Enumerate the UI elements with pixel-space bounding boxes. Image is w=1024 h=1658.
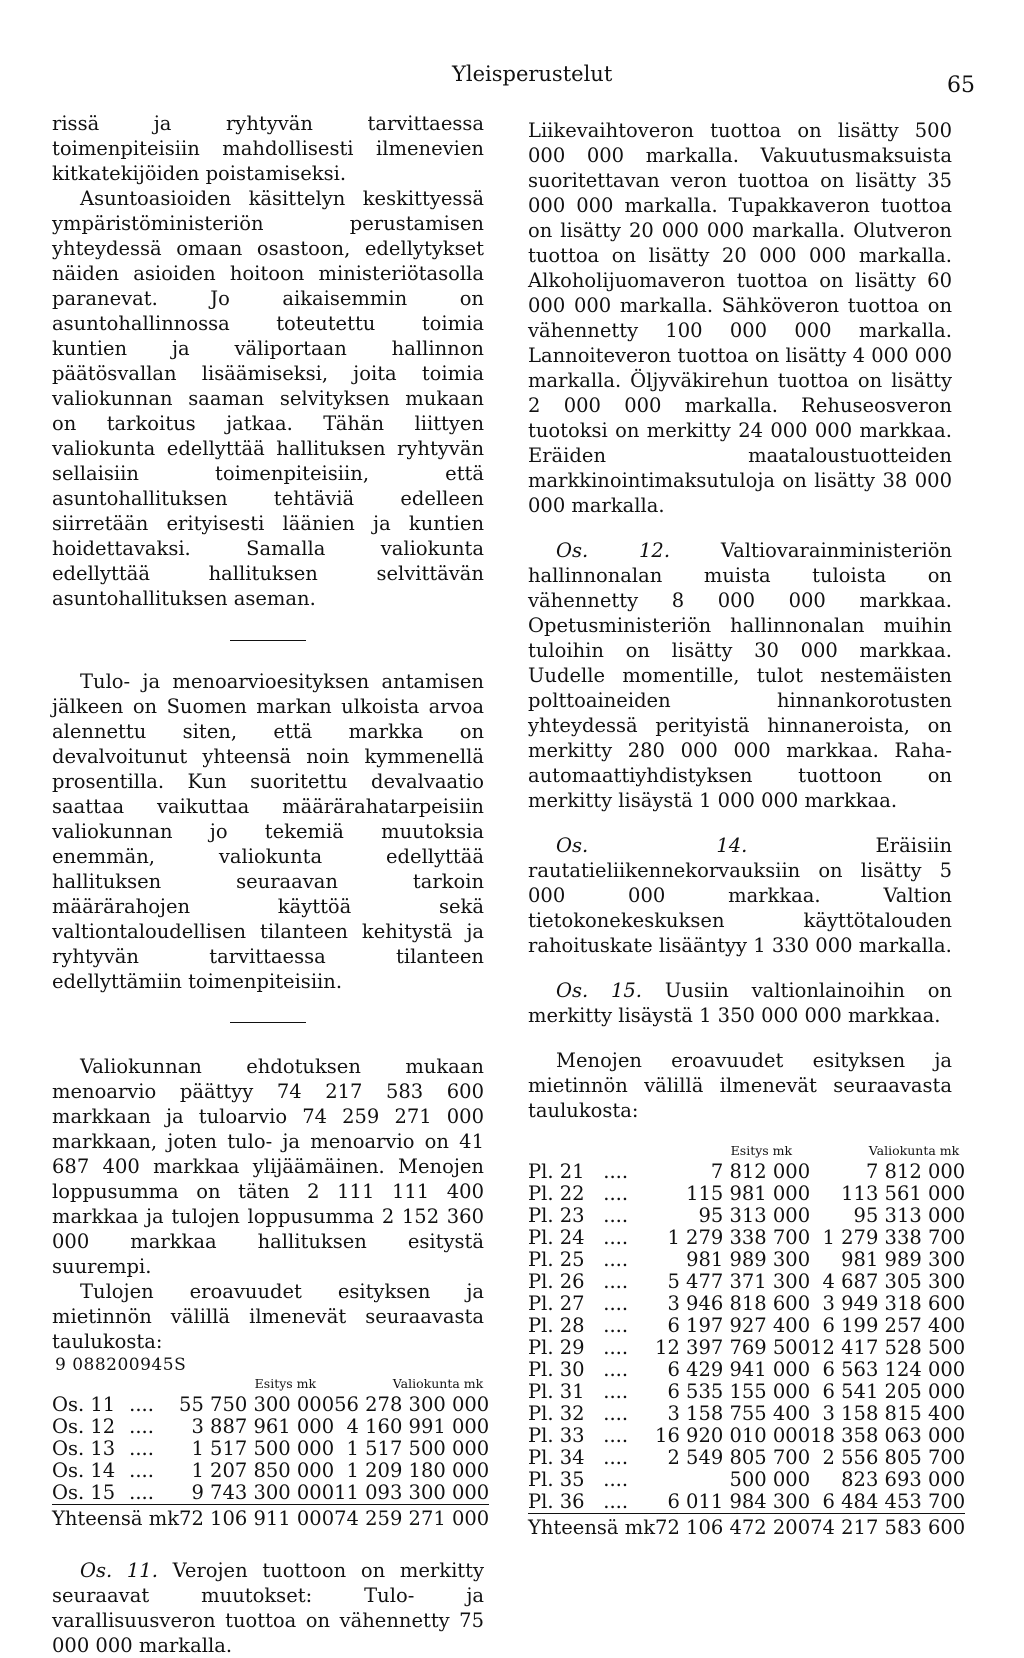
row-leader: ....	[603, 1336, 629, 1359]
row-leader: ....	[603, 1270, 629, 1293]
row-valiokunta: 95 313 000	[853, 1204, 966, 1227]
header-title: Yleisperustelut	[452, 62, 613, 86]
section-label: Os. 12.	[556, 539, 671, 562]
row-leader: ....	[129, 1415, 154, 1438]
income-table	[52, 1374, 489, 1530]
table-row	[528, 1315, 965, 1337]
table-row	[52, 1416, 489, 1438]
paragraph-expense-table-intro: Menojen eroavuudet esityksen ja mietinnön välillä ilmenevät seuraavasta taulukosta:	[528, 1049, 952, 1122]
row-label: Pl. 31	[528, 1380, 585, 1403]
row-valiokunta: 3 158 815 400	[822, 1402, 966, 1425]
row-esitys: 16 920 010 000	[655, 1424, 811, 1447]
row-esitys: 6 429 941 000	[667, 1358, 811, 1381]
row-valiokunta: 1 517 500 000	[346, 1437, 490, 1460]
row-label: Pl. 26	[528, 1270, 585, 1293]
row-valiokunta: 11 093 300 000	[334, 1481, 490, 1504]
paragraph-os11	[52, 1558, 484, 1658]
section-text: Eräisiin rautatieliikennekorvauksiin on lisätty 5 000 000 markkaa. Valtion tietokonekeskuksen käyttötalouden rahoituskate lisääntyy 1 330 000 markalla.	[528, 834, 953, 957]
section-label: Os. 14.	[556, 834, 748, 857]
table-row	[528, 1359, 965, 1381]
row-leader: ....	[603, 1314, 629, 1337]
row-label: Pl. 35	[528, 1468, 585, 1491]
row-valiokunta: 18 358 063 000	[810, 1424, 966, 1447]
row-valiokunta: 4 687 305 300	[822, 1270, 966, 1293]
row-valiokunta: 7 812 000	[865, 1160, 966, 1183]
table-row	[528, 1425, 965, 1447]
paragraph-tax-changes: Liikevaihtoveron tuottoa on lisätty 500 000 000 markalla. Vakuutusmaksuista suoritettavan veron tuottoa on lisätty 35 000 000 markalla. Tupakkaveron tuottoa on lisätty 20 000 000 markalla. Olutveron tuottoa on lisätty 20 000 000 markalla. Alkoholijuomaveron tuottoa on lisätty 60 000 000 markalla. Sähköveron tuottoa on vähennetty 100 000 000 markalla. Lannoiteveron tuottoa on lisätty 4 000 000 markalla. Öljyväkirehun tuottoa on lisätty 2 000 000 markalla. Rehuseosveron tuotoksi on merkitty 24 000 000 markkaa. Eräiden maataloustuotteiden markkinointimaksutuloja on lisätty 38 000 000 markalla.	[528, 119, 952, 517]
row-leader: ....	[603, 1424, 629, 1447]
row-valiokunta: 6 541 205 000	[822, 1380, 966, 1403]
paragraph-os14	[528, 833, 952, 958]
row-esitys: 3 158 755 400	[667, 1402, 811, 1425]
table-row	[52, 1394, 489, 1416]
row-esitys: 3 946 818 600	[667, 1292, 811, 1315]
section-separator	[230, 1022, 306, 1023]
row-valiokunta: 6 484 453 700	[822, 1490, 966, 1513]
section-text: Uusiin valtionlainoihin on merkitty lisäystä 1 350 000 000 markkaa.	[528, 979, 953, 1027]
row-leader: ....	[603, 1204, 629, 1227]
row-leader: ....	[603, 1468, 629, 1491]
table-row	[52, 1460, 489, 1482]
row-esitys: 55 750 300 000	[179, 1393, 335, 1416]
paragraph-os12	[528, 538, 952, 813]
row-esitys: 1 207 850 000	[191, 1459, 335, 1482]
row-label: Pl. 28	[528, 1314, 585, 1337]
row-valiokunta: 3 949 318 600	[822, 1292, 966, 1315]
row-label: Pl. 27	[528, 1292, 585, 1315]
row-valiokunta: 4 160 991 000	[346, 1415, 490, 1438]
row-label: Os. 15	[52, 1481, 116, 1504]
row-label: Pl. 24	[528, 1226, 585, 1249]
row-valiokunta: 1 279 338 700	[822, 1226, 966, 1249]
row-valiokunta: 12 417 528 500	[810, 1336, 966, 1359]
row-label: Pl. 33	[528, 1424, 585, 1447]
total-label: Yhteensä mk	[52, 1505, 179, 1531]
row-esitys: 2 549 805 700	[667, 1446, 811, 1469]
row-esitys: 6 011 984 300	[667, 1490, 811, 1513]
row-leader: ....	[603, 1446, 629, 1469]
paragraph-continuation: rissä ja ryhtyvän tarvittaessa toimenpiteisiin mahdollisesti ilmenevien kitkatekijöiden poistamiseksi.	[52, 112, 484, 185]
row-valiokunta: 6 199 257 400	[822, 1314, 966, 1337]
right-column	[528, 118, 966, 1539]
table-header-row	[52, 1374, 489, 1394]
total-valiokunta: 74 217 583 600	[810, 1514, 965, 1540]
row-label: Pl. 23	[528, 1204, 585, 1227]
table-row	[528, 1227, 965, 1249]
table-row	[528, 1249, 965, 1271]
row-label: Os. 13	[52, 1437, 116, 1460]
row-esitys: 12 397 769 500	[655, 1336, 811, 1359]
row-leader: ....	[603, 1248, 629, 1271]
row-esitys: 6 535 155 000	[667, 1380, 811, 1403]
row-leader: ....	[603, 1380, 629, 1403]
total-valiokunta: 74 259 271 000	[334, 1505, 489, 1531]
row-label: Pl. 36	[528, 1490, 585, 1513]
col-valiokunta-header: Valiokunta mk	[868, 1143, 960, 1158]
row-esitys: 1 279 338 700	[667, 1226, 811, 1249]
row-leader: ....	[603, 1160, 629, 1183]
row-leader: ....	[603, 1358, 629, 1381]
row-esitys: 3 887 961 000	[191, 1415, 335, 1438]
row-esitys: 5 477 371 300	[667, 1270, 811, 1293]
row-leader: ....	[129, 1437, 154, 1460]
row-esitys: 981 989 300	[686, 1248, 811, 1271]
table-row	[528, 1491, 965, 1514]
table-row	[528, 1271, 965, 1293]
row-label: Os. 12	[52, 1415, 116, 1438]
paragraph-housing: Asuntoasioiden käsittelyn keskittyessä ympäristöministeriön perustamisen yhteydessä omaan osastoon, edellytykset näiden asioiden hoitoon ministeriötasolla paranevat. Jo aikaisemmin on asuntohallinnossa toteutettu toimia kuntien ja väliportaan hallinnon päätösvallan lisäämiseksi, joita toimia valiokunnan saaman selvityksen mukaan on tarkoitus jatkaa. Tähän liittyen valiokunta edellyttää hallituksen ryhtyvän sellaisiin toimenpiteisiin, että asuntohallituksen tehtäviä edelleen siirretään erityisesti läänien ja kuntien hoidettavaksi. Samalla valiokunta edellyttää hallituksen selvittävän asuntohallituksen aseman.	[52, 187, 484, 610]
section-label: Os. 15.	[556, 979, 643, 1002]
row-valiokunta: 113 561 000	[841, 1182, 966, 1205]
col-esitys-header: Esitys mk	[254, 1376, 317, 1391]
table-row	[52, 1438, 489, 1460]
table-header-row	[528, 1141, 965, 1161]
row-label: Pl. 29	[528, 1336, 585, 1359]
left-column	[52, 111, 490, 1658]
table-row	[528, 1403, 965, 1425]
row-valiokunta: 823 693 000	[841, 1468, 966, 1491]
table-row	[528, 1293, 965, 1315]
row-leader: ....	[603, 1490, 629, 1513]
row-leader: ....	[129, 1459, 154, 1482]
table-total-row	[52, 1505, 489, 1531]
row-label: Os. 11	[52, 1393, 116, 1416]
row-esitys: 115 981 000	[686, 1182, 811, 1205]
row-valiokunta: 56 278 300 000	[334, 1393, 490, 1416]
row-esitys: 1 517 500 000	[191, 1437, 335, 1460]
row-label: Pl. 25	[528, 1248, 585, 1271]
paragraph-devaluation: Tulo- ja menoarvioesityksen antamisen jälkeen on Suomen markan ulkoista arvoa alennettu siten, että markka on devalvoitunut yhteensä noin kymmenellä prosentilla. Kun suoritettu devalvaatio saattaa vaikuttaa määrärahatarpeisiin valiokunnan jo tekemiä muutoksia enemmän, valiokunta edellyttää hallituksen seuraavan tarkoin määrärahojen käyttöä sekä valtiontaloudellisen tilanteen kehitystä ja ryhtyvän tarvittaessa tilanteen edellyttämiin toimenpiteisiin.	[52, 670, 484, 993]
row-leader: ....	[603, 1402, 629, 1425]
table-total-row	[528, 1514, 965, 1540]
row-valiokunta: 981 989 300	[841, 1248, 966, 1271]
row-leader: ....	[603, 1292, 629, 1315]
row-leader: ....	[603, 1182, 629, 1205]
row-label: Pl. 22	[528, 1182, 585, 1205]
total-esitys: 72 106 911 000	[179, 1505, 334, 1531]
col-valiokunta-header: Valiokunta mk	[392, 1376, 484, 1391]
row-esitys: 6 197 927 400	[667, 1314, 811, 1337]
paragraph-budget-summary: Valiokunnan ehdotuksen mukaan menoarvio päättyy 74 217 583 600 markkaan ja tuloarvio 74 259 271 000 markkaan, joten tulo- ja menoarvio on 41 687 400 markkaa ylijäämäinen. Menojen loppusumma on täten 2 111 111 400 markkaa ja tulojen loppusumma 2 152 360 000 markkaa hallituksen esitystä suurempi.	[52, 1055, 484, 1278]
row-leader: ....	[129, 1393, 154, 1416]
row-valiokunta: 2 556 805 700	[822, 1446, 966, 1469]
section-text: Verojen tuottoon on merkitty seuraavat muutokset: Tulo- ja varallisuusveron tuottoa on vähennetty 75 000 000 markalla.	[52, 1559, 484, 1657]
row-esitys: 95 313 000	[698, 1204, 811, 1227]
section-separator	[230, 640, 306, 641]
total-label: Yhteensä mk	[528, 1514, 655, 1540]
section-label: Os. 11.	[80, 1559, 158, 1582]
total-esitys: 72 106 472 200	[655, 1514, 810, 1540]
footer-print-code: 9 088200945S	[55, 1355, 187, 1375]
table-row	[528, 1205, 965, 1227]
row-valiokunta: 6 563 124 000	[822, 1358, 966, 1381]
expense-table	[528, 1141, 965, 1539]
row-label: Os. 14	[52, 1459, 116, 1482]
table-row	[528, 1469, 965, 1491]
col-esitys-header: Esitys mk	[730, 1143, 793, 1158]
row-esitys: 9 743 300 000	[191, 1481, 335, 1504]
row-label: Pl. 21	[528, 1160, 585, 1183]
row-esitys: 7 812 000	[710, 1160, 811, 1183]
table-row	[528, 1183, 965, 1205]
table-row	[52, 1482, 489, 1505]
table-row	[528, 1381, 965, 1403]
table-row	[528, 1161, 965, 1183]
table-row	[528, 1337, 965, 1359]
row-leader: ....	[603, 1226, 629, 1249]
row-label: Pl. 32	[528, 1402, 585, 1425]
table-row	[528, 1447, 965, 1469]
row-leader: ....	[129, 1481, 154, 1504]
paragraph-os15	[528, 978, 952, 1028]
section-text: Valtiovarainministeriön hallinnonalan muista tuloista on vähennetty 8 000 000 markkaa. Opetusministeriön hallinnonalan muihin tuloihin on lisätty 30 000 markkaa. Uudelle momentille, tulot nestemäisten polttoaineiden hinnankorotusten yhteydessä perityistä hinnaneroista, on merkitty 280 000 000 markkaa. Raha-automaattiyhdistyksen tuottoon on merkitty lisäystä 1 000 000 markkaa.	[528, 539, 953, 812]
paragraph-income-table-intro: Tulojen eroavuudet esityksen ja mietinnön välillä ilmenevät seuraavasta taulukosta:	[52, 1280, 484, 1353]
row-esitys: 500 000	[729, 1468, 811, 1491]
page-number: 65	[947, 73, 975, 98]
row-label: Pl. 34	[528, 1446, 585, 1469]
row-label: Pl. 30	[528, 1358, 585, 1381]
row-valiokunta: 1 209 180 000	[346, 1459, 490, 1482]
